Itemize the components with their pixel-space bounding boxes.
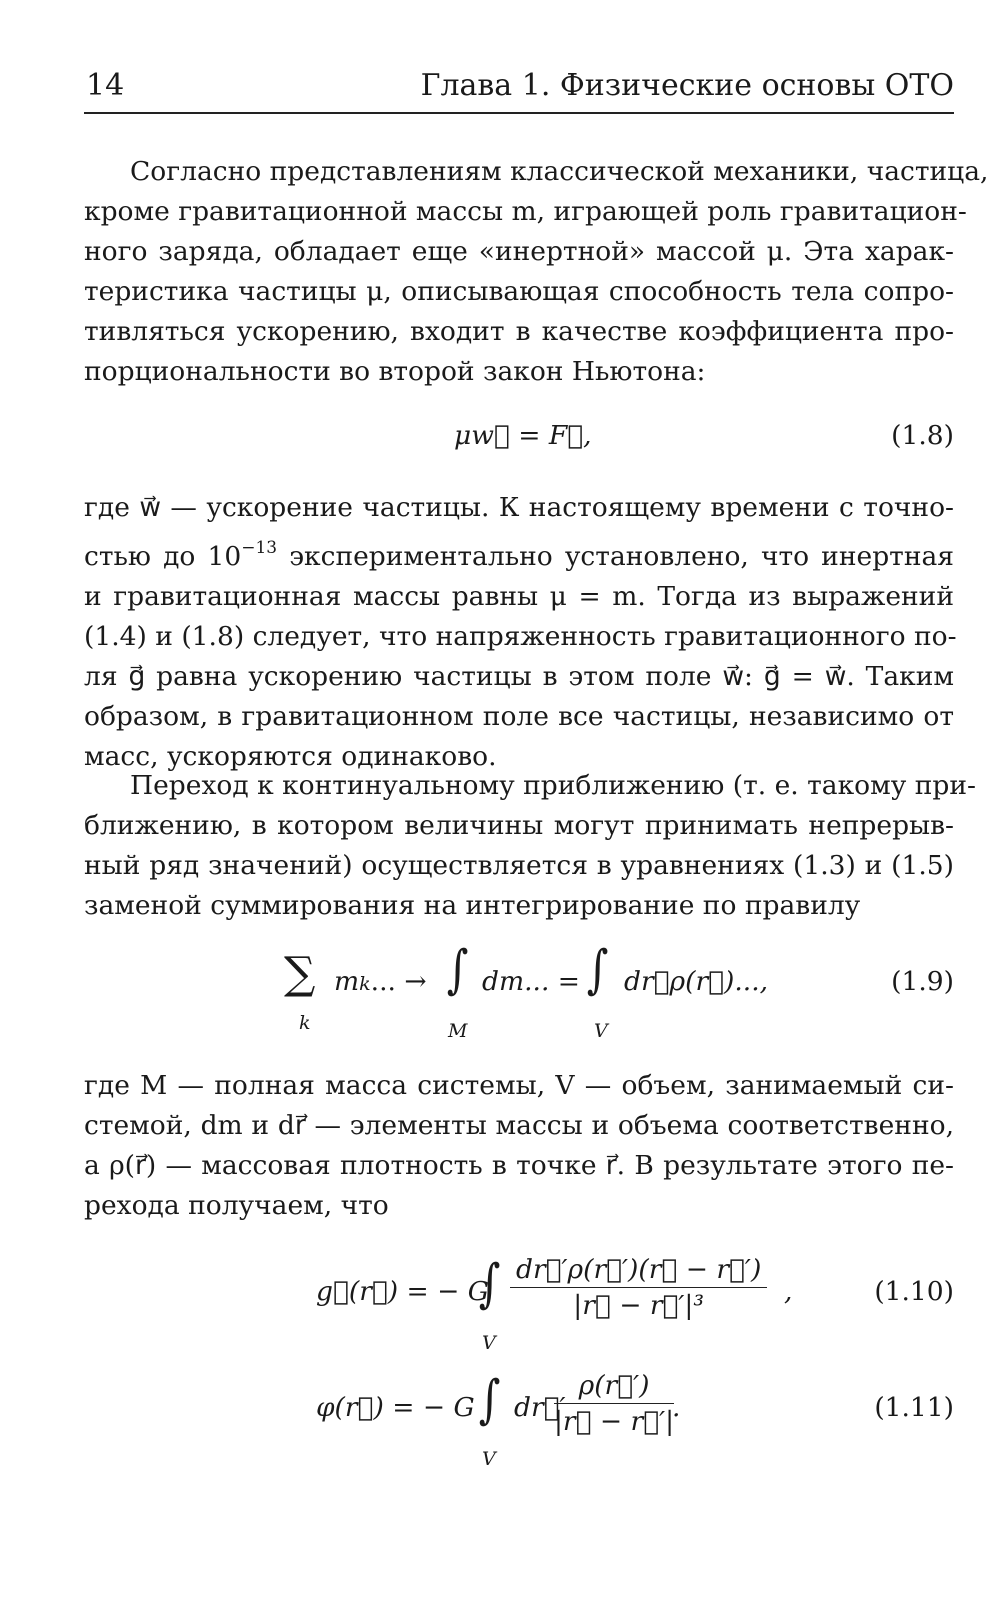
paragraph-2	[84, 488, 957, 777]
limit: k	[299, 1012, 311, 1034]
text-line: ближению, в котором величины могут принимать непрерыв-	[84, 810, 954, 841]
equation-1-10	[84, 1250, 954, 1360]
text-line: стемой, dm и dr⃗ — элементы массы и объема соответственно,	[84, 1110, 954, 1141]
fraction	[554, 1370, 674, 1437]
text-line: масс, ускоряются одинаково.	[84, 741, 497, 772]
numerator: dr⃗′ρ(r⃗′)(r⃗ − r⃗′)	[510, 1254, 767, 1288]
text-line: порциональности во второй закон Ньютона:	[84, 356, 706, 387]
text-line: где w⃗ — ускорение частицы. К настоящему времени с точно-	[84, 492, 954, 523]
equation-number: (1.11)	[874, 1392, 954, 1423]
text-line: Переход к континуальному приближению (т. е. такому при-	[130, 770, 976, 801]
formula: g⃗(r⃗) = − G	[316, 1276, 489, 1307]
arrow: ... →	[370, 966, 427, 997]
subscript: k	[359, 973, 371, 995]
equation-number: (1.9)	[891, 966, 954, 997]
term: m	[334, 966, 360, 997]
paragraph-4	[84, 1066, 954, 1226]
text-line: рехода получаем, что	[84, 1190, 389, 1221]
text-line: где M — полная масса системы, V — объем, занимаемый си-	[84, 1070, 954, 1101]
text-line: теристика частицы μ, описывающая способность тела сопро-	[84, 276, 954, 307]
denominator: |r⃗ − r⃗′|	[554, 1406, 675, 1437]
punctuation: .	[672, 1392, 681, 1423]
text-line: заменой суммирования на интегрирование по правилу	[84, 890, 861, 921]
text-line: ный ряд значений) осуществляется в уравнениях (1.3) и (1.5)	[84, 850, 954, 881]
formula	[334, 966, 427, 997]
text-line: Согласно представлениям классической механики, частица,	[130, 156, 989, 187]
denominator: |r⃗ − r⃗′|³	[573, 1290, 704, 1321]
limit: V	[594, 1020, 608, 1042]
text-line: а ρ(r⃗) — массовая плотность в точке r⃗. В результате этого пе-	[84, 1150, 954, 1181]
text-fragment: экспериментально установлено, что инертная	[277, 541, 954, 572]
text-fragment: стью до 10	[84, 541, 242, 572]
equation-1-11	[84, 1366, 954, 1476]
integral-symbol: ∫	[478, 1254, 501, 1314]
chapter-title: Глава 1. Физические основы ОТО	[420, 68, 954, 103]
equation-number: (1.8)	[891, 420, 954, 451]
text-line: ного заряда, обладает еще «инертной» массой μ. Эта харак-	[84, 236, 954, 267]
formula: φ(r⃗) = − G	[316, 1392, 475, 1423]
numerator: ρ(r⃗′)	[554, 1370, 674, 1404]
equation-1-9	[84, 940, 954, 1050]
limit: V	[482, 1332, 496, 1354]
exponent: −13	[241, 538, 278, 558]
equation-number: (1.10)	[874, 1276, 954, 1307]
text-line	[84, 528, 954, 577]
integral-symbol: ∫	[586, 940, 609, 1000]
text-line: образом, в гравитационном поле все частицы, независимо от	[84, 701, 954, 732]
formula: dr⃗ρ(r⃗)...,	[624, 966, 769, 997]
page-number: 14	[86, 68, 125, 103]
text-line: ля g⃗ равна ускорению частицы в этом поле w⃗: g⃗ = w⃗. Таким	[84, 661, 954, 692]
punctuation: ,	[784, 1276, 793, 1307]
page-header	[84, 68, 954, 114]
integral-symbol: ∫	[446, 940, 469, 1000]
paragraph-1	[84, 152, 989, 392]
text-line: (1.4) и (1.8) следует, что напряженность гравитационного по-	[84, 621, 957, 652]
equation-1-8	[84, 420, 954, 460]
text-line: тивляться ускорению, входит в качестве коэффициента про-	[84, 316, 954, 347]
formula: dm... =	[482, 966, 580, 997]
integral-symbol: ∫	[478, 1370, 501, 1430]
fraction	[510, 1254, 767, 1321]
limit: M	[448, 1020, 468, 1042]
differential: dr⃗′	[514, 1392, 566, 1423]
paragraph-3	[84, 766, 976, 926]
limit: V	[482, 1448, 496, 1470]
sum-symbol: ∑	[284, 948, 316, 999]
text-line: кроме гравитационной массы m, играющей роль гравитацион-	[84, 196, 967, 227]
text-line: и гравитационная массы равны μ = m. Тогда из выражений	[84, 581, 954, 612]
formula: μw⃗ = F⃗,	[454, 420, 592, 451]
